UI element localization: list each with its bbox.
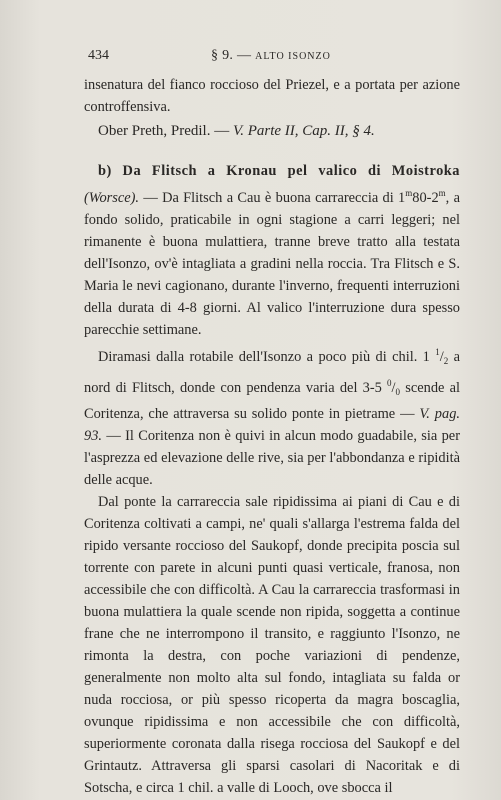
section-b-paragraph (84, 160, 460, 341)
superscript: m (405, 188, 413, 198)
paragraph-1: insenatura del fianco roccioso del Priezel, e a portata per azione controffensiva. (84, 77, 460, 115)
fraction-denominator: 2 (443, 356, 449, 366)
route-citation: V. Parte II, Cap. II, § 4. (232, 123, 375, 139)
text-run: 80-2 (412, 190, 439, 206)
page-reference: V. pag. 93. (84, 406, 460, 444)
text-run: — Da Flitsch a Cau è buona carrareccia di 1 (139, 190, 406, 206)
text-run: — Il Coritenza non è quivi in alcun modo guadabile, sia per l'asprezza ed elevazione delle rive, sia per l'abbondanza e ripidità delle acque. (84, 428, 460, 488)
paragraph-3: Diramasi dalla rotabile dell'Isonzo a poco più di chil. 1 $^1/_2$ a nord di Flitsch, donde con pendenza varia del 3-5 $^0/_0$ scende al Coritenza, che attraversa su solido ponte in pietrame — V. pag. 93. — Il Coritenza non è quivi in alcun modo guadabile, sia per l'asprezza ed elevazione delle rive, sia per l'abbondanza e ripidità delle acque. (84, 347, 461, 488)
paragraph-4: Dal ponte la carrareccia sale ripidissima ai piani di Cau e di Coritenza coltivati a campi, ne' quali s'allarga l'estrema falda del ripido versante roccioso del Saukopf, donde precipita poscia sul torrente con parete in alcuni punti quasi verticale, franosa, non accessibile che con difficoltà. A Cau la carrareccia trasformasi in buona mulattiera la quale scende non ripida, soggetta a continue frane che ne interrompono il transito, e raggiunto l'Isonzo, ne rimonta la destra, con poche variazioni di pendenze, generalmente non molto alta sul fondo, intagliata su falda or nuda rocciosa, or più spesso ricoperta da magra boscaglia, ovunque ripidissima e non accessibile che con difficoltà, superiormente coronata dalla risega rocciosa del Saukopf e del Grintautz. Attraversa gli sparsi casolari di Nacoritak e di Sotscha, e circa 1 chil. a valle di Looch, ove sbocca il (84, 494, 460, 796)
text-run: , a fondo solido, praticabile in ogni stagione a carri leggeri; nel rimanente è buona mulattiera, tranne breve tratto alla testata dell'Isonzo, ov'è intagliata a gradini nella roccia. Tra Flitsch e S. Maria le nevi cagionano, durante l'inverno, frequenti interruzioni della durata di 4-8 giorni. Al valico l'interruzione dura spesso parecchie settimane. (84, 190, 460, 338)
superscript: m (438, 188, 446, 198)
fraction-numerator: 1 (435, 347, 440, 357)
text-run: a nord di Flitsch, donde con pendenza varia del 3-5 (84, 349, 460, 396)
route-places: Ober Preth, Predil. — (98, 123, 233, 139)
text-run: Diramasi dalla rotabile dell'Isonzo a poco più di chil. 1 (98, 349, 436, 365)
text-run: scende al Coritenza, che attraversa su solido ponte in pietrame — (84, 380, 461, 422)
page-header (0, 46, 501, 66)
percent-top: 0 (387, 378, 392, 388)
percent-bottom: 0 (395, 387, 401, 397)
page-number: 434 (88, 48, 109, 63)
section-number: § 9. — (211, 48, 252, 63)
section-b-heading: b) Da Flitsch a Kronau pel valico di Moistroka (98, 163, 460, 179)
running-head (211, 48, 331, 64)
route-reference (84, 120, 460, 142)
section-b-alt-name: (Worsce). (84, 190, 140, 206)
section-title: ALTO ISONZO (255, 51, 331, 62)
page-body (84, 74, 460, 799)
